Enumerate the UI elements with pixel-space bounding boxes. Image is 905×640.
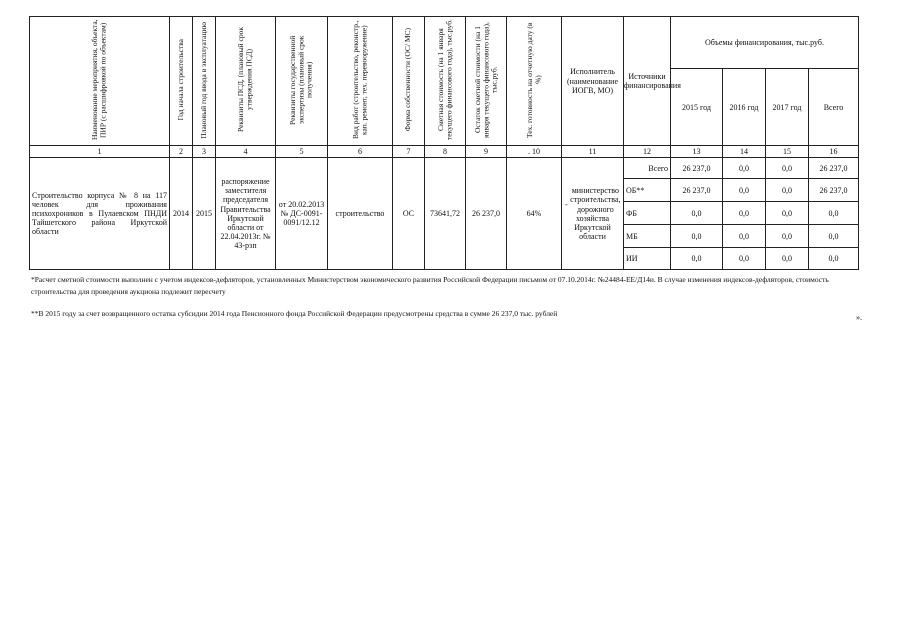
col-number: . 10 <box>507 146 562 158</box>
source-fb-label: ФБ <box>624 202 671 225</box>
source-total-2017: 0,0 <box>766 158 809 179</box>
expertise-cell: от 20.02.2013 № ДС-0091-0091/12.12 <box>276 158 328 270</box>
source-mb-2016: 0,0 <box>723 225 766 248</box>
header-2017: 2017 год <box>766 69 809 146</box>
table-row <box>30 158 859 179</box>
col-number: 9 <box>466 146 507 158</box>
header-sources: Источники финансирования <box>624 17 671 146</box>
source-total-label: Всего <box>624 158 671 179</box>
header-remainder: Остаток сметной стоимости (на 1 января текущего финансового года), тыс.руб. <box>466 17 507 146</box>
source-mb-2017: 0,0 <box>766 225 809 248</box>
source-ii-label: ИИ <box>624 248 671 270</box>
work-type-cell: строительство <box>328 158 393 270</box>
readiness-cell: 64% <box>507 158 562 270</box>
source-mb-sum: 0,0 <box>809 225 859 248</box>
col-number: 15 <box>766 146 809 158</box>
source-ii-2016: 0,0 <box>723 248 766 270</box>
source-total-2016: 0,0 <box>723 158 766 179</box>
col-number: 2 <box>170 146 193 158</box>
footnote-star: *Расчет сметной стоимости выполнен с учетом индексов-дефляторов, установленных Министерством экономического развития Российской Федерации письмом от 07.10.2014г. №24484-ЕЕ/Д14и. В случае изменения индексов-дефляторов, стоимость строительства для проведения аукциона подлежит пересчету <box>31 275 829 296</box>
source-ii-2015: 0,0 <box>671 248 723 270</box>
header-psd: Реквизиты ПСД, (плановый срок утверждения ПСД) <box>216 17 276 146</box>
col-number: 3 <box>193 146 216 158</box>
source-mb-label: МБ <box>624 225 671 248</box>
source-fb-2015: 0,0 <box>671 202 723 225</box>
col-number: 14 <box>723 146 766 158</box>
cost-cell: 73641,72 <box>425 158 466 270</box>
header-executor: Исполнитель (наименование ИОГВ, МО) <box>562 17 624 146</box>
executor-cell: - министерство строительства, дорожного хозяйства Иркутской области <box>562 158 624 270</box>
financing-table <box>29 16 859 270</box>
row-mark: - <box>565 200 568 210</box>
source-fb-sum: 0,0 <box>809 202 859 225</box>
col-number: 13 <box>671 146 723 158</box>
header-name: Наименование мероприятия, объекта, ПИР (с расшифровкой по объектам) <box>30 17 170 146</box>
source-ob-sum: 26 237,0 <box>809 179 859 202</box>
col-number: 8 <box>425 146 466 158</box>
header-ownership: Форма собственности (ОС/ МС) <box>393 17 425 146</box>
object-name-cell: Строительство корпуса № 8 на 117 человек для проживания психохроников в Пулаевском ПНДИ Тайшетского района Иркутской области <box>30 158 170 270</box>
psd-cell: распоряжение заместителя председателя Правительства Иркутской области от 22.04.2013г. № 43-рзп <box>216 158 276 270</box>
header-2015: 2015 год <box>671 69 723 146</box>
col-number: 7 <box>393 146 425 158</box>
col-number: 5 <box>276 146 328 158</box>
start-year-cell: 2014 <box>170 158 193 270</box>
source-ob-label: ОБ** <box>624 179 671 202</box>
header-expertise: Реквизиты государственной экспертизы (плановый срок получения) <box>276 17 328 146</box>
header-total: Всего <box>809 69 859 146</box>
source-fb-2017: 0,0 <box>766 202 809 225</box>
col-number: 6 <box>328 146 393 158</box>
header-work-type: Вид работ (строительство, реконстр., кап. ремонт, тех. перевооружение) <box>328 17 393 146</box>
header-row-top <box>30 17 859 69</box>
closing-mark: ». <box>856 313 862 322</box>
column-number-row <box>30 146 859 158</box>
source-mb-2015: 0,0 <box>671 225 723 248</box>
source-ii-2017: 0,0 <box>766 248 809 270</box>
header-readiness: Тех. готовность на отчетную дату (в %) <box>507 17 562 146</box>
source-ii-sum: 0,0 <box>809 248 859 270</box>
col-number: 4 <box>216 146 276 158</box>
source-ob-2015: 26 237,0 <box>671 179 723 202</box>
source-fb-2016: 0,0 <box>723 202 766 225</box>
source-total-sum: 26 237,0 <box>809 158 859 179</box>
ownership-cell: ОС <box>393 158 425 270</box>
col-number: 11 <box>562 146 624 158</box>
plan-year-cell: 2015 <box>193 158 216 270</box>
col-number: 1 <box>30 146 170 158</box>
remainder-cell: 26 237,0 <box>466 158 507 270</box>
header-2016: 2016 год <box>723 69 766 146</box>
header-plan-year: Плановый год ввода в эксплуатацию <box>193 17 216 146</box>
source-ob-2017: 0,0 <box>766 179 809 202</box>
col-number: 12 <box>624 146 671 158</box>
footnote-double-star: **В 2015 году за счет возвращенного остатка субсидии 2014 года Пенсионного фонда Российской Федерации предусмотрены средства в сумме 26 237,0 тыс. рублей <box>31 309 558 318</box>
header-cost: Сметная стоимость (на 1 января текущего финансового года), тыс.руб. <box>425 17 466 146</box>
header-start-year: Год начала строительства <box>170 17 193 146</box>
col-number: 16 <box>809 146 859 158</box>
source-total-2015: 26 237,0 <box>671 158 723 179</box>
header-funding: Объемы финансирования, тыс.руб. <box>671 17 859 69</box>
source-ob-2016: 0,0 <box>723 179 766 202</box>
